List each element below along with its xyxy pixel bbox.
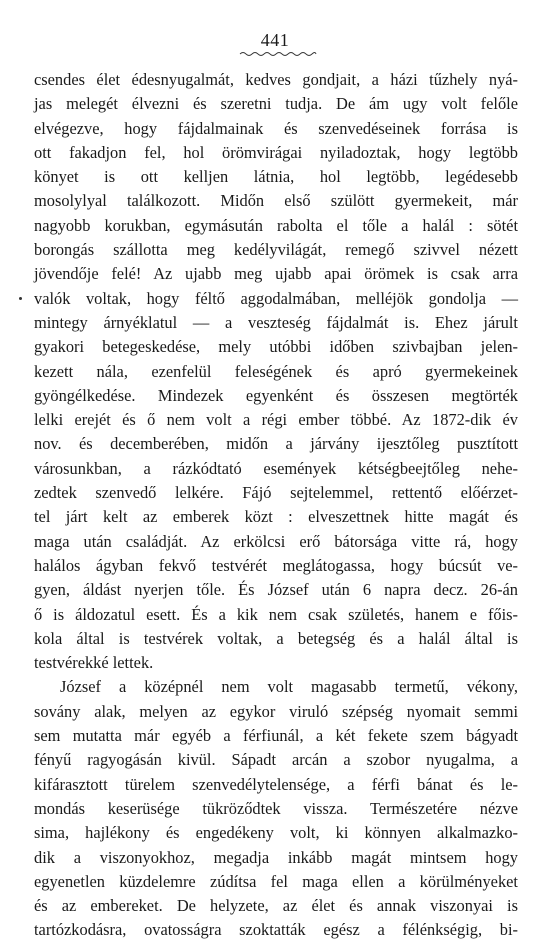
text-line: József a középnél nem volt magasabb termetű, vékony,	[60, 677, 518, 697]
text-line: sem mutatta már egyéb a férfiunál, a két fekete szem bágyadt	[34, 726, 518, 746]
text-line: gyöngélkedése. Mindezek egyenként és összesen megtörték	[34, 385, 518, 405]
text-line: borongás szállotta meg kedélyvilágát, remegő szivvel nézett	[34, 240, 518, 260]
header-ornament	[238, 50, 318, 58]
text-line: és az embereket. De helyzete, az élet és annak viszonyai is	[34, 896, 518, 916]
text-line: nagyobb korukban, egymásután rabolta el tőle a halál : sötét	[34, 215, 518, 235]
text-line: gyen, áldást nyerjen tőle. És József után 6 napra decz. 26-án	[34, 580, 518, 600]
text-line: mosolylyal találkozott. Midőn első szülött gyermekeit, már	[34, 191, 518, 211]
text-line: könyet is ott kelljen látnia, hol legtöbb, legédesebb	[34, 167, 518, 187]
text-line: mintegy árnyéklatul — a veszteség fájdalmát is. Ehez járult	[34, 312, 518, 332]
text-line: jövendője felé! Az ujabb meg ujabb apai örömek is csak arra	[34, 264, 518, 284]
text-line: kezett nála, ezenfelül feleségének és apró gyermekeinek	[34, 361, 518, 381]
text-line: dik a viszonyokhoz, megadja inkább magát mintsem hogy	[34, 847, 518, 867]
text-line: csendes élet édesnyugalmát, kedves gondjait, a házi tűzhely nyá-	[34, 70, 518, 89]
stray-ink-dot	[19, 297, 22, 300]
text-line: sima, hajlékony és engedékeny volt, ki könnyen alkalmazko-	[34, 823, 518, 843]
text-line: ott fakadjon fel, hol örömvirágai nyiladoztak, hogy legtöbb	[34, 142, 518, 162]
text-line: kifárasztott türelem szenvedélytelensége, a férfi bánat és le-	[34, 774, 518, 794]
text-line: kola által is testvérek voltak, a betegség és a halál által is	[34, 628, 518, 648]
paragraph	[34, 675, 518, 942]
text-line: zedtek szenvedő lelkére. Fájó sejtelemmel, rettentő előérzet-	[34, 483, 518, 503]
text-line: ő is áldozatul esett. És a kik nem csak születés, hanem e főis-	[34, 604, 518, 624]
body-text	[34, 68, 518, 943]
text-line: valók voltak, hogy féltő aggodalmában, melléjök gondolja —	[34, 288, 518, 308]
text-line: tel járt kelt az emberek közt : elveszettnek hitte magát és	[34, 507, 518, 527]
page-number: 441	[260, 30, 290, 50]
text-line: sovány alak, melyen az egykor viruló szépség nyomait semmi	[34, 701, 518, 721]
text-line: elvégezve, hogy fájdalmainak és szenvedéseinek forrása is	[34, 118, 518, 138]
text-line: lelki erejét és ő nem volt a régi ember többé. Az 1872-dik év	[34, 410, 518, 430]
text-line: fényű ragyogásán kivül. Sápadt arcán a szobor nyugalma, a	[34, 750, 518, 770]
text-line: egyenetlen küzdelemre zúdítsa fel maga ellen a körülményeket	[34, 871, 518, 891]
text-line: jas melegét élvezni és szeretni tudja. De ám ugy volt felőle	[34, 94, 518, 114]
text-line: mondás keserüsége tükröződtek vissza. Természetére nézve	[34, 798, 518, 818]
text-line: tartózkodásra, ovatosságra szoktatták egész a félénkségig, bi-	[34, 920, 518, 940]
text-line: testvérekké lettek.	[34, 653, 154, 673]
text-line: gyakori betegeskedése, mely utóbbi időben szivbajban jelen-	[34, 337, 518, 357]
text-line: városunkban, a rázkódtató események kétségbeejtőleg nehe-	[34, 458, 518, 478]
text-line: maga után családját. Az erkölcsi erő bátorsága vitte rá, hogy	[34, 531, 518, 551]
text-line: halálos ágyban fekvő testvérét meglátogassa, hogy búcsút ve-	[34, 555, 518, 575]
text-line: nov. és decemberében, midőn a járvány ijesztőleg pusztított	[34, 434, 518, 454]
paragraph	[34, 68, 518, 675]
